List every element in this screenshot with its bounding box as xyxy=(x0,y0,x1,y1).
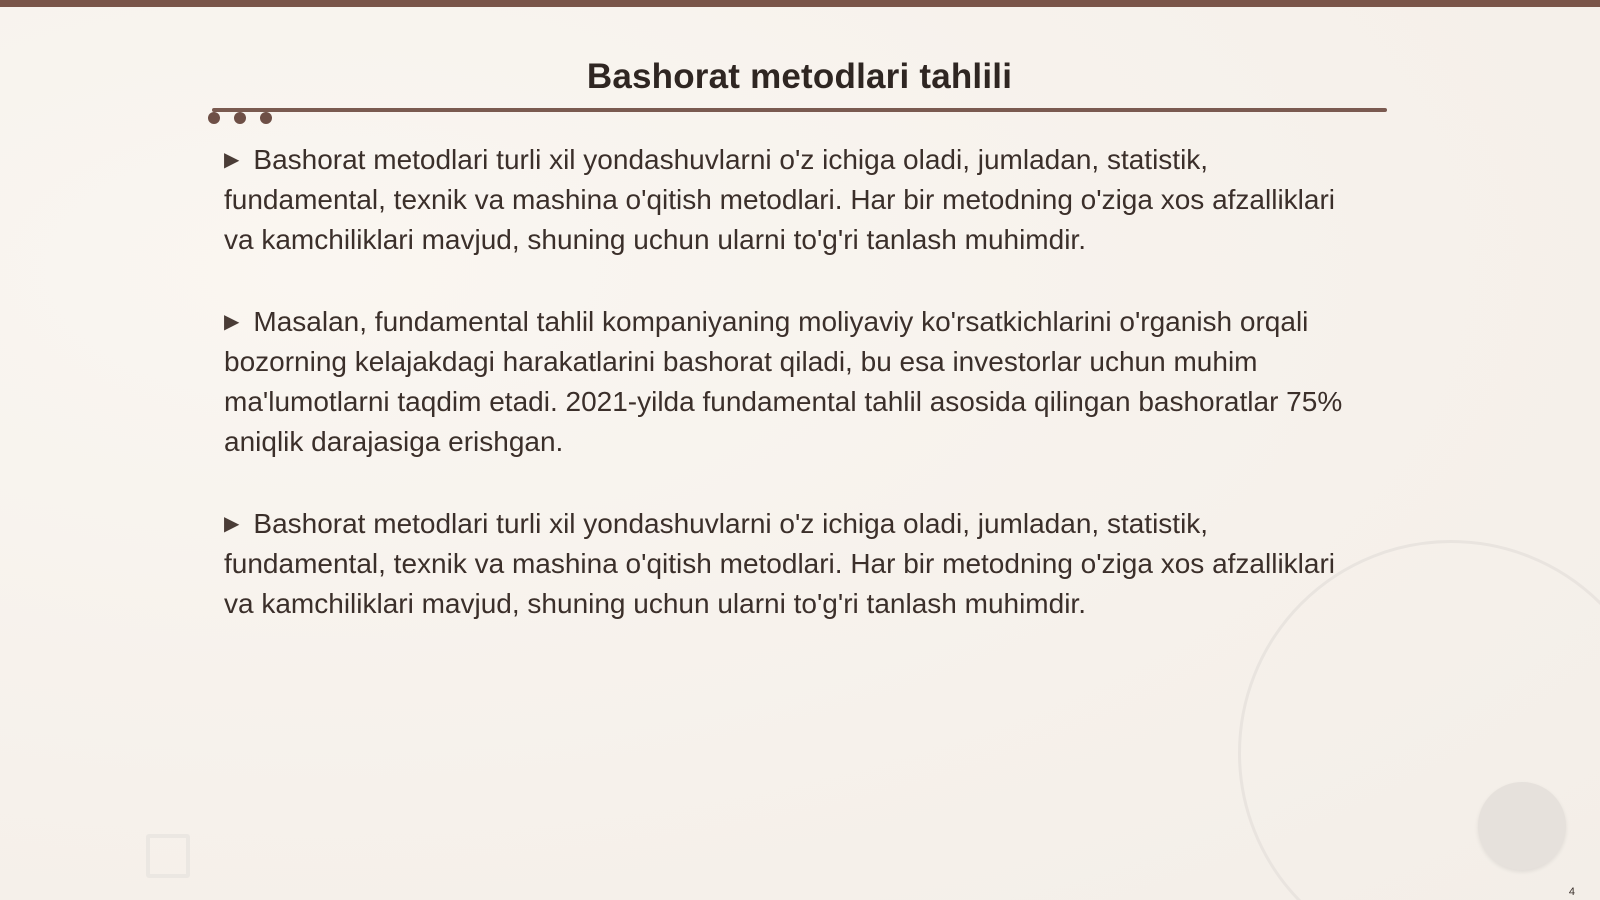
bullet-paragraph-2 xyxy=(224,302,1354,462)
slide-title: Bashorat metodlari tahlili xyxy=(586,57,1013,96)
decorative-circle xyxy=(1478,782,1566,870)
triangle-right-icon: ▶ xyxy=(224,311,240,333)
triangle-right-icon: ▶ xyxy=(224,149,240,171)
triangle-right-icon: ▶ xyxy=(224,513,240,535)
decorative-square xyxy=(146,834,190,878)
top-accent-bar xyxy=(0,0,1600,7)
decorative-dot-icon xyxy=(260,112,272,124)
paragraph-text: Bashorat metodlari turli xil yondashuvlarni o'z ichiga oladi, jumladan, statistik, fundamental, texnik va mashina o'qitish metodlari. Har bir metodning o'ziga xos afzalliklari va kamchiliklari mavjud, shuning uchun ularni to'g'ri tanlash muhimdir. xyxy=(224,508,1336,619)
slide-body xyxy=(224,140,1354,666)
bullet-paragraph-3 xyxy=(224,504,1354,624)
decorative-dot-icon xyxy=(208,112,220,124)
decorative-dot-icon xyxy=(234,112,246,124)
page-number: 4 xyxy=(1568,886,1575,898)
bullet-paragraph-1 xyxy=(224,140,1354,260)
paragraph-text: Bashorat metodlari turli xil yondashuvlarni o'z ichiga oladi, jumladan, statistik, fundamental, texnik va mashina o'qitish metodlari. Har bir metodning o'ziga xos afzalliklari va kamchiliklari mavjud, shuning uchun ularni to'g'ri tanlash muhimdir. xyxy=(224,144,1336,255)
title-underline xyxy=(212,108,1387,112)
paragraph-text: Masalan, fundamental tahlil kompaniyaning moliyaviy ko'rsatkichlarini o'rganish orqali bozorning kelajakdagi harakatlarini bashorat qiladi, bu esa investorlar uchun muhim ma'lumotlarni taqdim etadi. 2021-yilda fundamental tahlil asosida qilingan bashoratlar 75% aniqlik darajasiga erishgan. xyxy=(224,306,1343,457)
